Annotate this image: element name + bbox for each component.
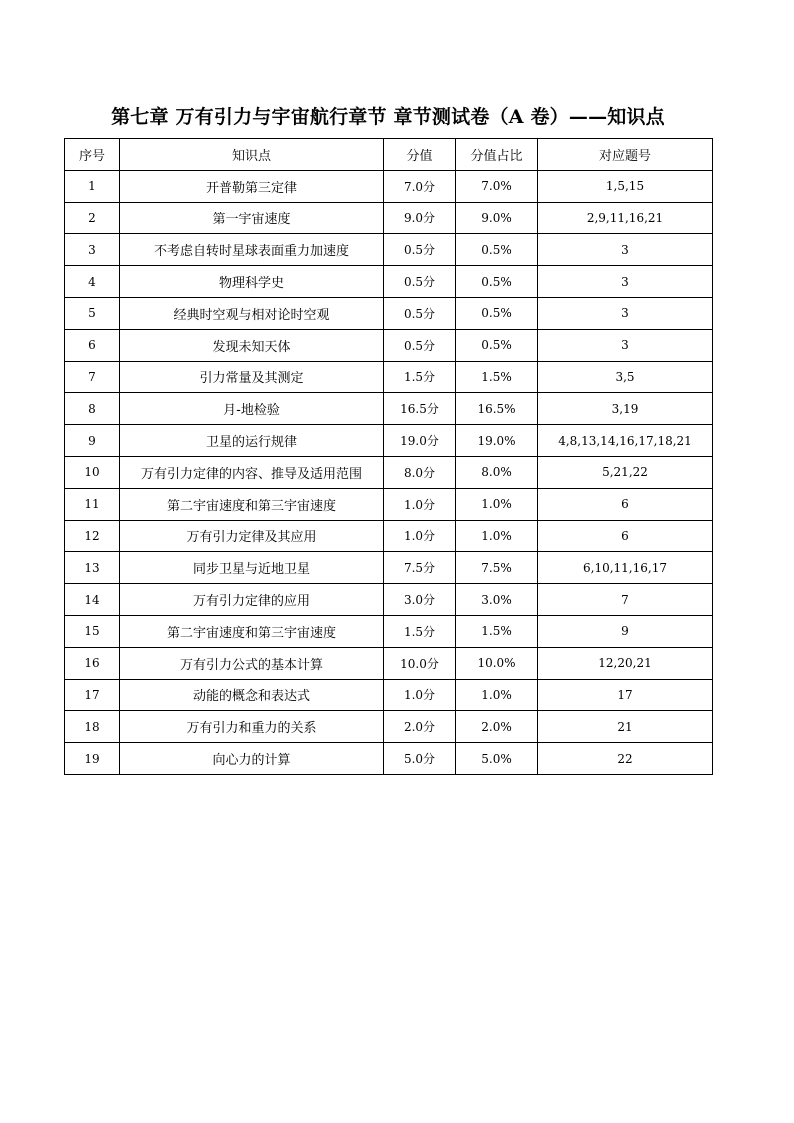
- row-index: 10: [65, 456, 120, 488]
- table-body: [65, 170, 713, 774]
- table-header-row: [65, 139, 713, 171]
- row-index: 2: [65, 202, 120, 234]
- table-row: [65, 266, 713, 298]
- row-score: 8.0分: [384, 456, 456, 488]
- row-score: 10.0分: [384, 647, 456, 679]
- row-question-numbers: 2,9,11,16,21: [538, 202, 713, 234]
- table-row: [65, 679, 713, 711]
- row-knowledge-point: 月-地检验: [120, 393, 384, 425]
- row-score: 9.0分: [384, 202, 456, 234]
- row-knowledge-point: 第二宇宙速度和第三宇宙速度: [120, 488, 384, 520]
- row-knowledge-point: 不考虑自转时星球表面重力加速度: [120, 234, 384, 266]
- header-question-numbers: 对应题号: [538, 139, 713, 171]
- row-knowledge-point: 经典时空观与相对论时空观: [120, 297, 384, 329]
- row-knowledge-point: 第一宇宙速度: [120, 202, 384, 234]
- row-score: 7.0分: [384, 170, 456, 202]
- row-index: 6: [65, 329, 120, 361]
- table-row: [65, 647, 713, 679]
- row-knowledge-point: 开普勒第三定律: [120, 170, 384, 202]
- row-knowledge-point: 万有引力定律的应用: [120, 584, 384, 616]
- row-question-numbers: 21: [538, 711, 713, 743]
- row-score: 5.0分: [384, 743, 456, 775]
- knowledge-point-table: [64, 138, 713, 775]
- row-knowledge-point: 向心力的计算: [120, 743, 384, 775]
- row-question-numbers: 17: [538, 679, 713, 711]
- header-score: 分值: [384, 139, 456, 171]
- row-question-numbers: 9: [538, 615, 713, 647]
- row-score-ratio: 7.5%: [456, 552, 538, 584]
- row-score: 7.5分: [384, 552, 456, 584]
- table-row: [65, 552, 713, 584]
- row-score: 0.5分: [384, 234, 456, 266]
- row-question-numbers: 3,19: [538, 393, 713, 425]
- row-score: 16.5分: [384, 393, 456, 425]
- row-knowledge-point: 动能的概念和表达式: [120, 679, 384, 711]
- row-index: 14: [65, 584, 120, 616]
- row-question-numbers: 3: [538, 297, 713, 329]
- row-score-ratio: 3.0%: [456, 584, 538, 616]
- row-score-ratio: 0.5%: [456, 266, 538, 298]
- row-score-ratio: 5.0%: [456, 743, 538, 775]
- row-index: 18: [65, 711, 120, 743]
- row-score-ratio: 9.0%: [456, 202, 538, 234]
- row-score: 2.0分: [384, 711, 456, 743]
- row-index: 3: [65, 234, 120, 266]
- row-knowledge-point: 万有引力和重力的关系: [120, 711, 384, 743]
- row-index: 12: [65, 520, 120, 552]
- row-score: 0.5分: [384, 266, 456, 298]
- row-question-numbers: 6,10,11,16,17: [538, 552, 713, 584]
- header-score-ratio: 分值占比: [456, 139, 538, 171]
- table-row: [65, 329, 713, 361]
- row-index: 8: [65, 393, 120, 425]
- row-knowledge-point: 万有引力公式的基本计算: [120, 647, 384, 679]
- row-score-ratio: 1.0%: [456, 679, 538, 711]
- row-index: 5: [65, 297, 120, 329]
- row-index: 15: [65, 615, 120, 647]
- row-score: 1.5分: [384, 615, 456, 647]
- row-score-ratio: 0.5%: [456, 329, 538, 361]
- row-knowledge-point: 卫星的运行规律: [120, 425, 384, 457]
- row-index: 7: [65, 361, 120, 393]
- row-index: 4: [65, 266, 120, 298]
- row-score-ratio: 2.0%: [456, 711, 538, 743]
- row-index: 9: [65, 425, 120, 457]
- row-score-ratio: 0.5%: [456, 297, 538, 329]
- row-index: 19: [65, 743, 120, 775]
- header-knowledge-point: 知识点: [120, 139, 384, 171]
- row-question-numbers: 12,20,21: [538, 647, 713, 679]
- table-row: [65, 425, 713, 457]
- row-knowledge-point: 物理科学史: [120, 266, 384, 298]
- row-index: 16: [65, 647, 120, 679]
- row-question-numbers: 3: [538, 266, 713, 298]
- table-row: [65, 170, 713, 202]
- row-score-ratio: 16.5%: [456, 393, 538, 425]
- table-row: [65, 456, 713, 488]
- table-row: [65, 584, 713, 616]
- page-title: 第七章 万有引力与宇宙航行章节 章节测试卷（A 卷）——知识点: [111, 106, 665, 128]
- row-question-numbers: 5,21,22: [538, 456, 713, 488]
- row-score-ratio: 8.0%: [456, 456, 538, 488]
- row-question-numbers: 1,5,15: [538, 170, 713, 202]
- row-score: 3.0分: [384, 584, 456, 616]
- row-index: 1: [65, 170, 120, 202]
- row-knowledge-point: 发现未知天体: [120, 329, 384, 361]
- row-score: 19.0分: [384, 425, 456, 457]
- row-knowledge-point: 万有引力定律的内容、推导及适用范围: [120, 456, 384, 488]
- table-row: [65, 393, 713, 425]
- table-row: [65, 743, 713, 775]
- row-knowledge-point: 第二宇宙速度和第三宇宙速度: [120, 615, 384, 647]
- row-question-numbers: 6: [538, 520, 713, 552]
- table-row: [65, 615, 713, 647]
- row-score: 0.5分: [384, 297, 456, 329]
- row-question-numbers: 3,5: [538, 361, 713, 393]
- table-row: [65, 361, 713, 393]
- row-score-ratio: 1.0%: [456, 488, 538, 520]
- row-question-numbers: 6: [538, 488, 713, 520]
- row-score: 1.0分: [384, 520, 456, 552]
- row-score: 1.0分: [384, 488, 456, 520]
- row-question-numbers: 3: [538, 234, 713, 266]
- row-score: 1.0分: [384, 679, 456, 711]
- row-score-ratio: 0.5%: [456, 234, 538, 266]
- row-score-ratio: 1.0%: [456, 520, 538, 552]
- table-row: [65, 488, 713, 520]
- row-question-numbers: 3: [538, 329, 713, 361]
- table-row: [65, 711, 713, 743]
- row-score-ratio: 10.0%: [456, 647, 538, 679]
- row-score: 1.5分: [384, 361, 456, 393]
- table-row: [65, 297, 713, 329]
- row-score: 0.5分: [384, 329, 456, 361]
- row-knowledge-point: 万有引力定律及其应用: [120, 520, 384, 552]
- table-row: [65, 234, 713, 266]
- row-score-ratio: 1.5%: [456, 361, 538, 393]
- table-row: [65, 520, 713, 552]
- row-score-ratio: 1.5%: [456, 615, 538, 647]
- row-question-numbers: 22: [538, 743, 713, 775]
- header-index: 序号: [65, 139, 120, 171]
- row-knowledge-point: 同步卫星与近地卫星: [120, 552, 384, 584]
- row-knowledge-point: 引力常量及其测定: [120, 361, 384, 393]
- row-score-ratio: 19.0%: [456, 425, 538, 457]
- row-index: 17: [65, 679, 120, 711]
- row-score-ratio: 7.0%: [456, 170, 538, 202]
- row-question-numbers: 4,8,13,14,16,17,18,21: [538, 425, 713, 457]
- row-index: 13: [65, 552, 120, 584]
- row-question-numbers: 7: [538, 584, 713, 616]
- row-index: 11: [65, 488, 120, 520]
- table-row: [65, 202, 713, 234]
